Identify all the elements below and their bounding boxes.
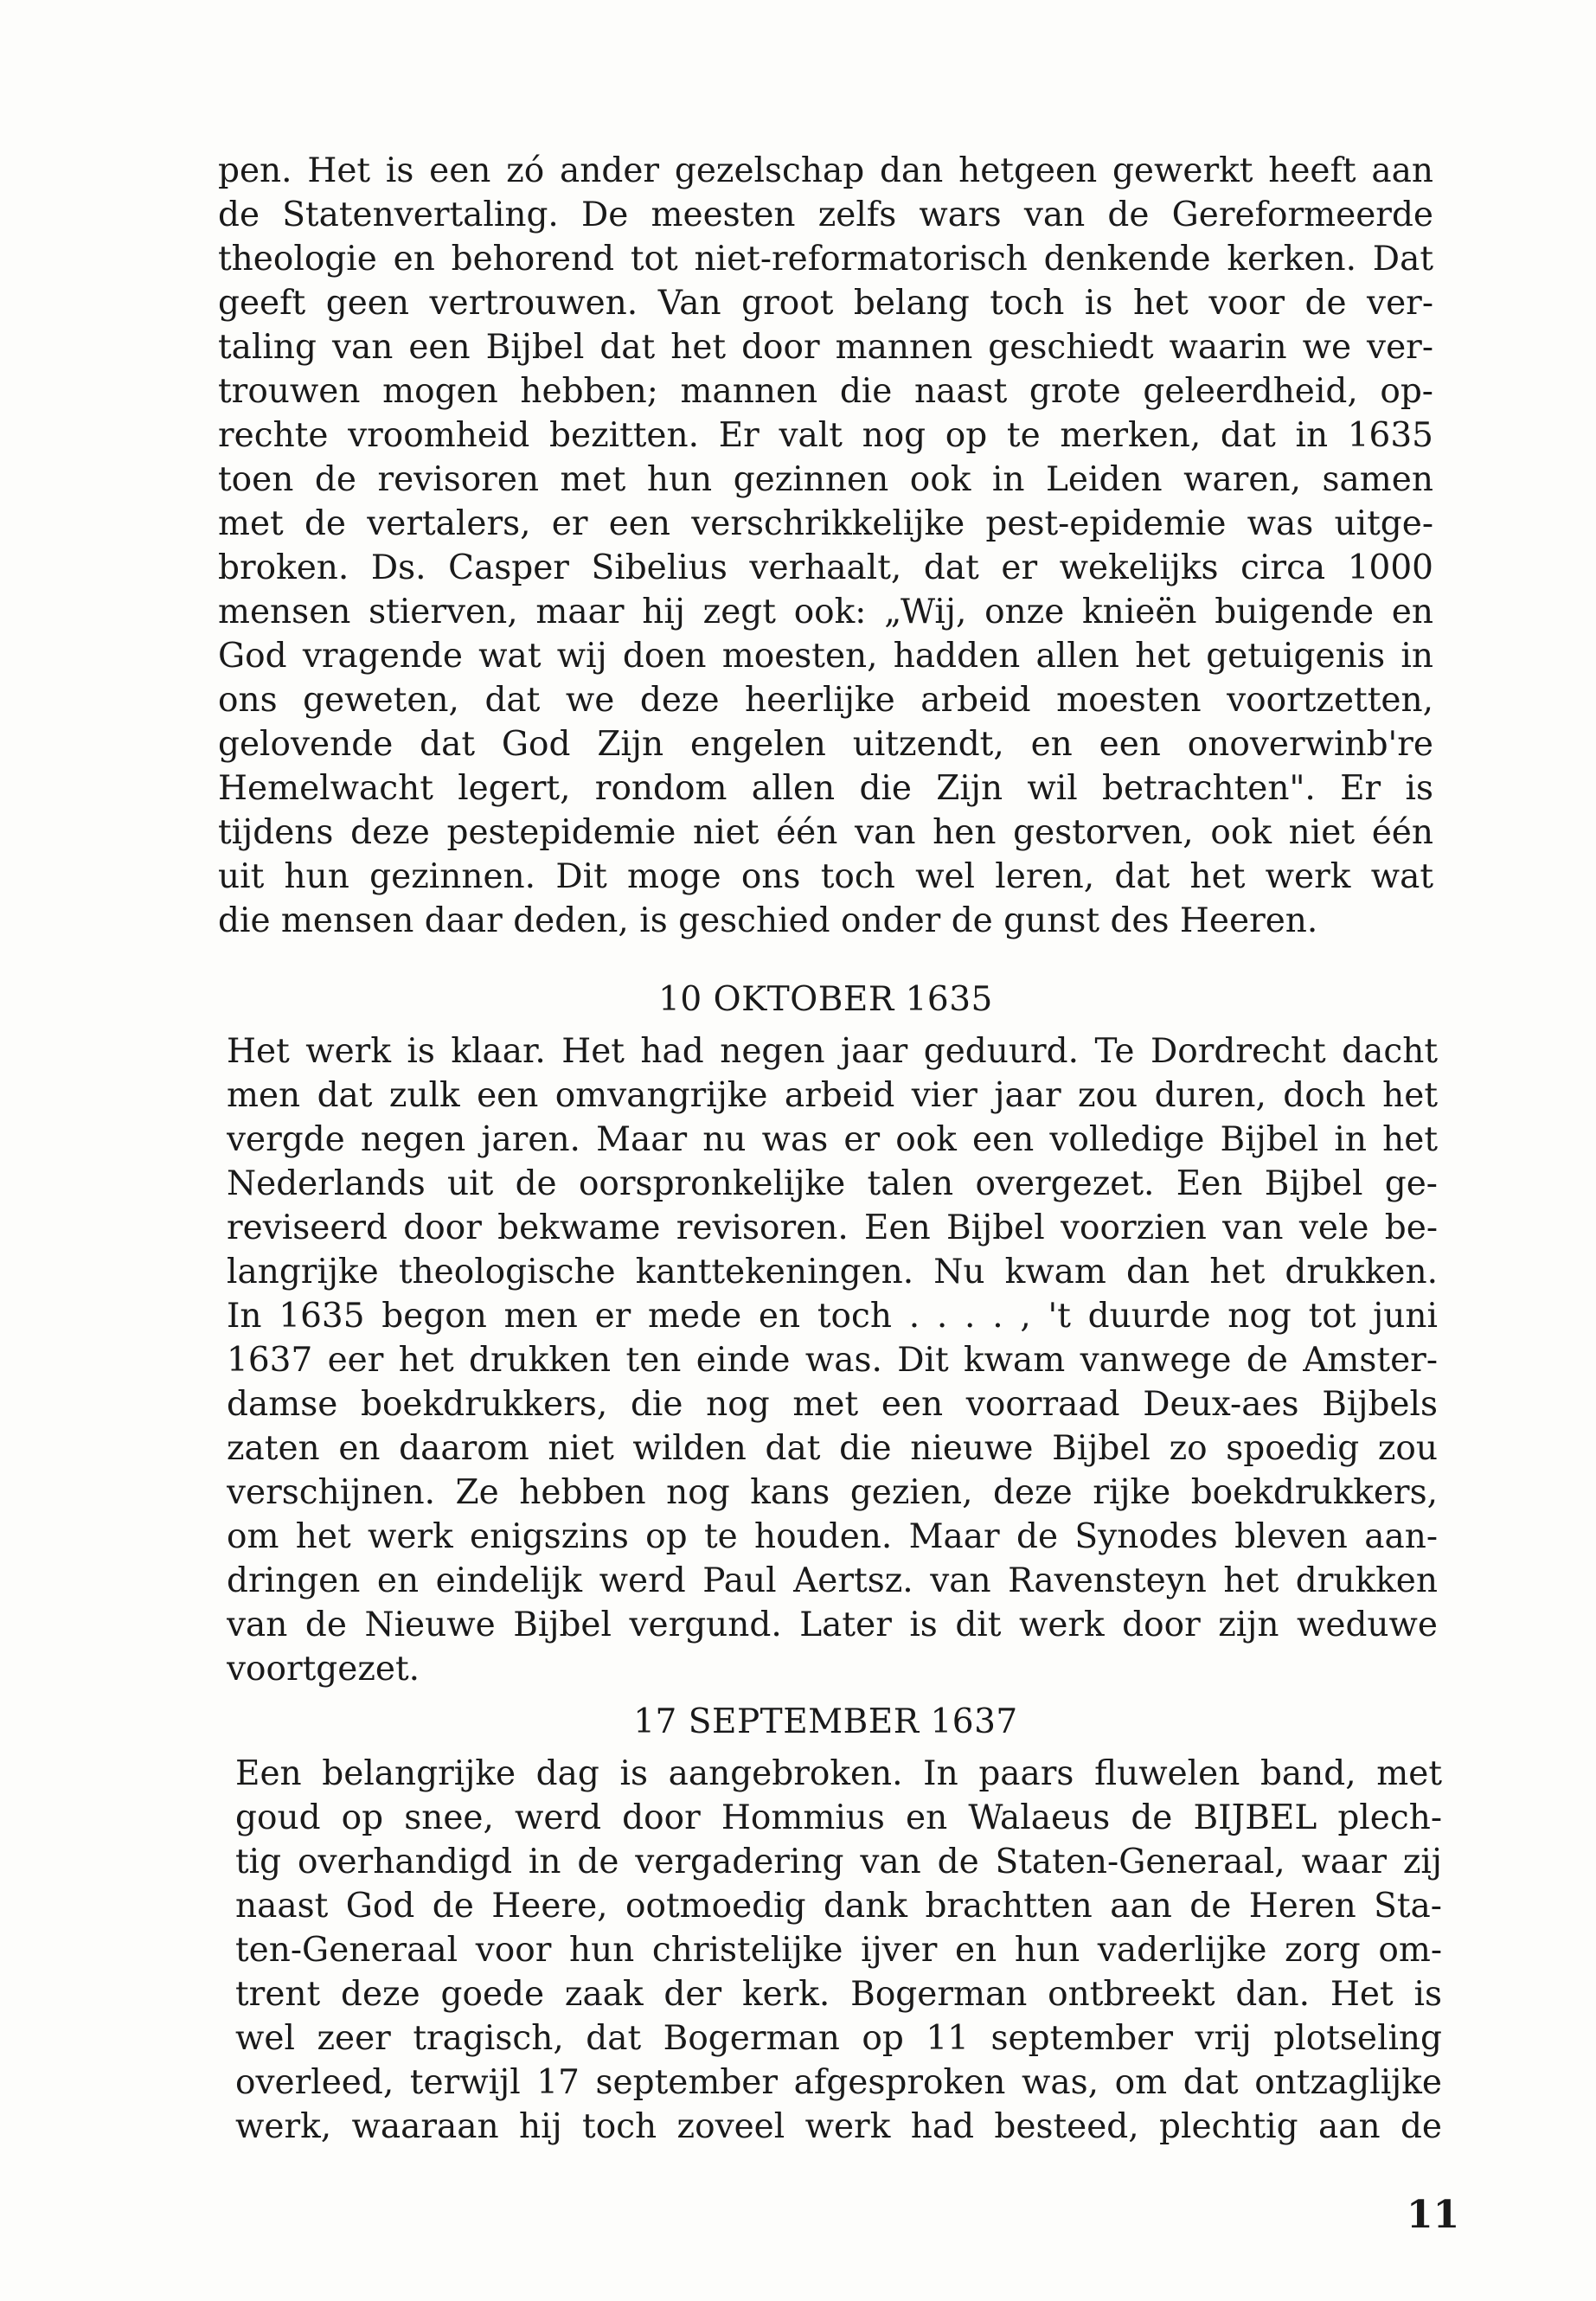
text-line: ons geweten, dat we deze heerlijke arbeid moesten voortzetten, — [218, 681, 1433, 720]
text-line: geeft geen vertrouwen. Van groot belang toch is het voor de ver- — [218, 284, 1433, 323]
paragraph-3 — [235, 1752, 1442, 2149]
text-line: tig overhandigd in de vergadering van de Staten-Generaal, waar zij — [235, 1843, 1442, 1881]
text-line: dringen en eindelijk werd Paul Aertsz. van Ravensteyn het drukken — [227, 1561, 1438, 1600]
text-line: trouwen mogen hebben; mannen die naast grote geleerdheid, op- — [218, 372, 1433, 411]
paragraph-2 — [227, 1029, 1438, 1691]
text-line: verschijnen. Ze hebben nog kans gezien, deze rijke boekdrukkers, — [227, 1473, 1438, 1512]
text-line: van de Nieuwe Bijbel vergund. Later is dit werk door zijn weduwe — [227, 1606, 1438, 1644]
text-line: 1637 eer het drukken ten einde was. Dit kwam vanwege de Amster- — [227, 1341, 1438, 1380]
text-line: vergde negen jaren. Maar nu was er ook een volledige Bijbel in het — [227, 1120, 1438, 1159]
text-line: men dat zulk een omvangrijke arbeid vier jaar zou duren, doch het — [227, 1076, 1438, 1115]
page-number: 11 — [1407, 2193, 1460, 2237]
text-line: werk, waaraan hij toch zoveel werk had besteed, plechtig aan de — [235, 2107, 1442, 2146]
text-line: theologie en behorend tot niet-reformatorisch denkende kerken. Dat — [218, 240, 1433, 279]
text-line: Nederlands uit de oorspronkelijke talen overgezet. Een Bijbel ge- — [227, 1164, 1438, 1203]
section-heading-17-september-1637: 17 SEPTEMBER 1637 — [633, 1702, 1018, 1741]
text-line: Een belangrijke dag is aangebroken. In paars fluwelen band, met — [235, 1754, 1442, 1793]
paragraph-1 — [218, 149, 1433, 943]
text-line: ten-Generaal voor hun christelijke ijver en hun vaderlijke zorg om- — [235, 1931, 1442, 1970]
text-line: zaten en daarom niet wilden dat die nieuwe Bijbel zo spoedig zou — [227, 1429, 1438, 1468]
text-line: wel zeer tragisch, dat Bogerman op 11 september vrij plotseling — [235, 2019, 1442, 2058]
text-line: pen. Het is een zó ander gezelschap dan hetgeen gewerkt heeft aan — [218, 151, 1433, 190]
text-line: trent deze goede zaak der kerk. Bogerman ontbreekt dan. Het is — [235, 1975, 1442, 2014]
text-line: tijdens deze pestepidemie niet één van hen gestorven, ook niet één — [218, 813, 1433, 852]
text-line: mensen stierven, maar hij zegt ook: „Wij, onze knieën buigende en — [218, 593, 1433, 631]
text-line: In 1635 begon men er mede en toch . . . . , 't duurde nog tot juni — [227, 1297, 1438, 1336]
text-line: broken. Ds. Casper Sibelius verhaalt, dat er wekelijks circa 1000 — [218, 548, 1433, 587]
text-line: die mensen daar deden, is geschied onder de gunst des Heeren. — [218, 901, 1318, 940]
text-line: goud op snee, werd door Hommius en Walaeus de BIJBEL plech- — [235, 1798, 1442, 1837]
text-line: langrijke theologische kanttekeningen. Nu kwam dan het drukken. — [227, 1253, 1438, 1292]
text-line: gelovende dat God Zijn engelen uitzendt, en een onoverwinb're — [218, 725, 1433, 764]
text-line: rechte vroomheid bezitten. Er valt nog op te merken, dat in 1635 — [218, 416, 1433, 455]
text-line: uit hun gezinnen. Dit moge ons toch wel leren, dat het werk wat — [218, 857, 1433, 896]
text-line: toen de revisoren met hun gezinnen ook in Leiden waren, samen — [218, 460, 1433, 499]
section-heading-10-oktober-1635: 10 OKTOBER 1635 — [658, 980, 993, 1019]
text-line: overleed, terwijl 17 september afgesproken was, om dat ontzaglijke — [235, 2063, 1442, 2102]
text-line: naast God de Heere, ootmoedig dank brachtten aan de Heren Sta- — [235, 1887, 1442, 1926]
text-line: Hemelwacht legert, rondom allen die Zijn wil betrachten". Er is — [218, 769, 1433, 808]
text-line: met de vertalers, er een verschrikkelijke pest-epidemie was uitge- — [218, 504, 1433, 543]
text-line: damse boekdrukkers, die nog met een voorraad Deux-aes Bijbels — [227, 1385, 1438, 1424]
text-line: om het werk enigszins op te houden. Maar de Synodes bleven aan- — [227, 1517, 1438, 1556]
text-line: God vragende wat wij doen moesten, hadden allen het getuigenis in — [218, 637, 1433, 676]
text-line: taling van een Bijbel dat het door mannen geschiedt waarin we ver- — [218, 328, 1433, 367]
text-line: de Statenvertaling. De meesten zelfs wars van de Gereformeerde — [218, 195, 1433, 234]
text-line: reviseerd door bekwame revisoren. Een Bijbel voorzien van vele be- — [227, 1208, 1438, 1247]
text-line: Het werk is klaar. Het had negen jaar geduurd. Te Dordrecht dacht — [227, 1032, 1438, 1071]
text-line: voortgezet. — [227, 1650, 420, 1689]
